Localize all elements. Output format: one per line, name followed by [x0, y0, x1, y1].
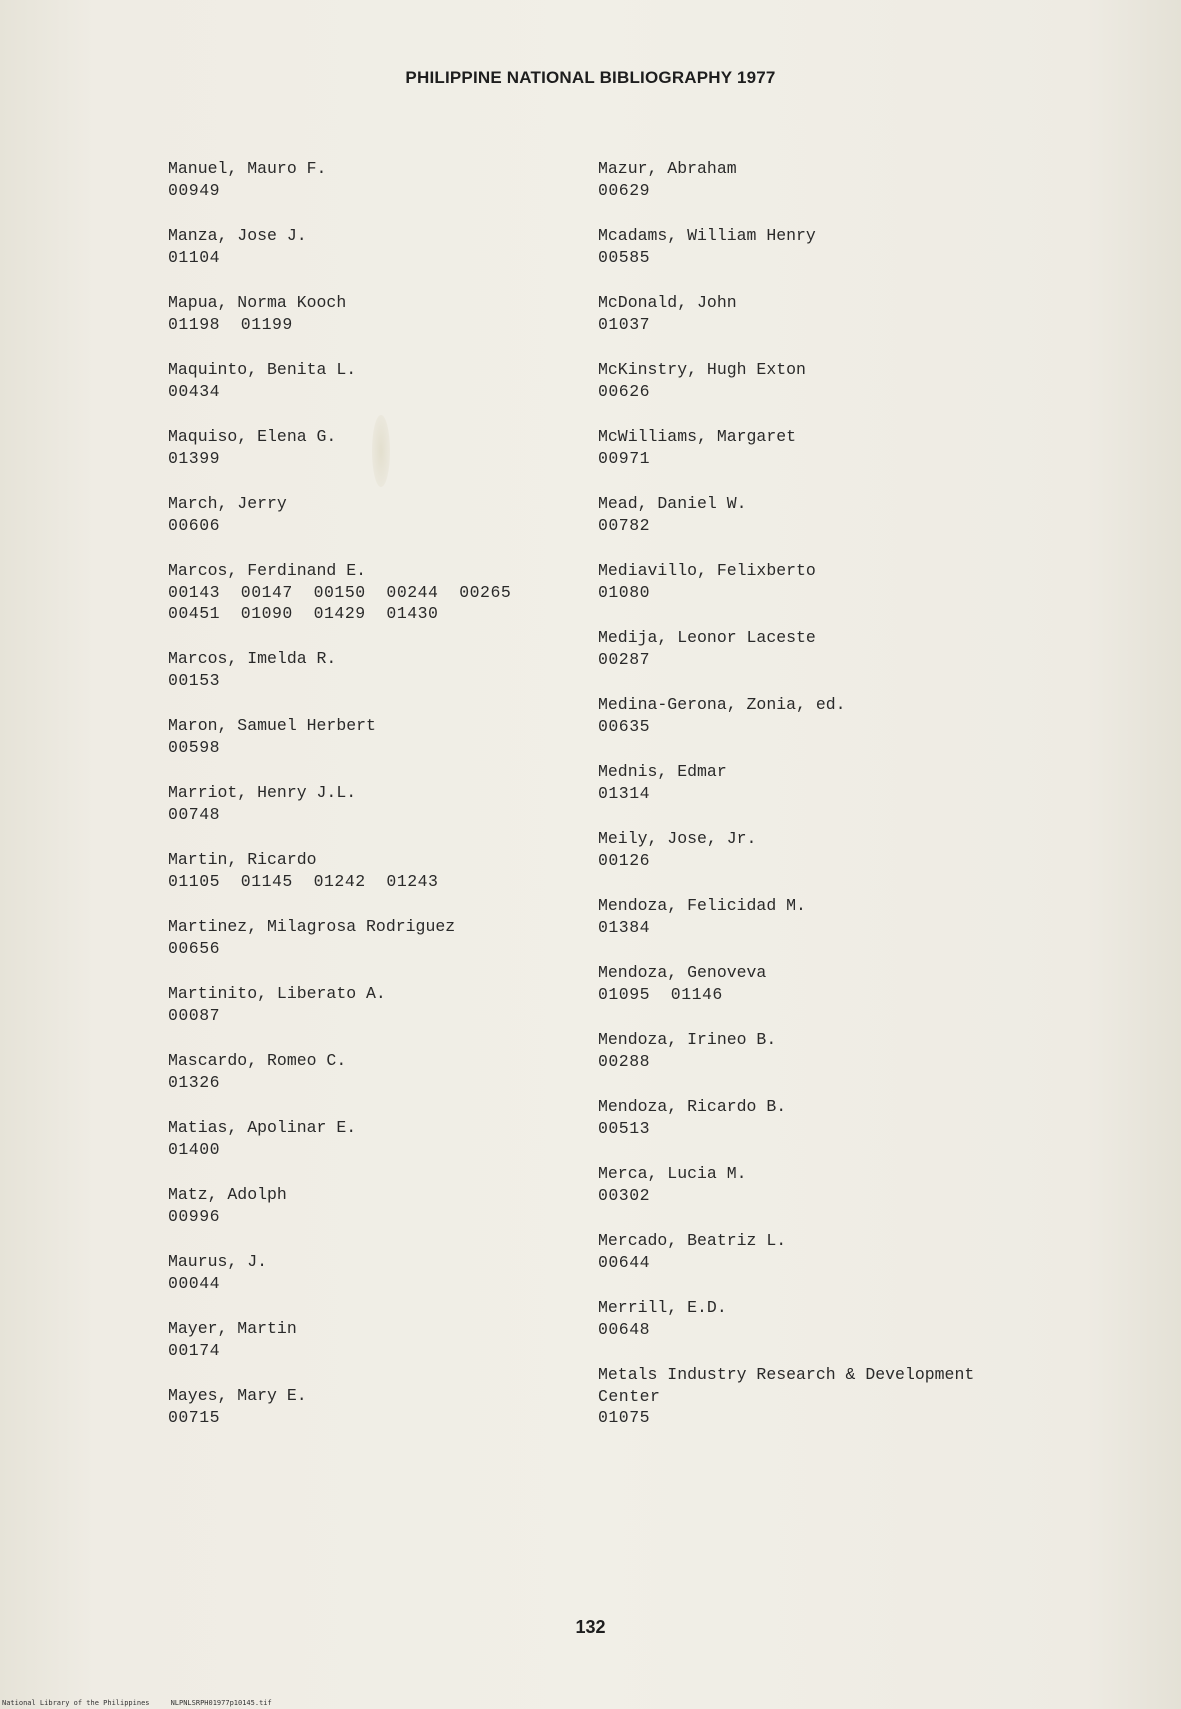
index-entry: [598, 828, 974, 895]
entry-numbers: 00451 01090 01429 01430: [168, 604, 439, 623]
index-entry: [168, 493, 511, 560]
entry-name: Martinito, Liberato A.: [168, 984, 386, 1003]
entry-name: Mendoza, Ricardo B.: [598, 1097, 787, 1116]
entry-numbers: 00949: [168, 180, 221, 200]
entry-numbers: 00143 00147 00150 00244 00265: [168, 582, 512, 602]
entry-name: Metals Industry Research & Development: [598, 1365, 975, 1384]
index-entry: [168, 1318, 511, 1385]
index-entry: [598, 292, 974, 359]
index-entry: [598, 560, 974, 627]
entry-name: McKinstry, Hugh Exton: [598, 360, 806, 379]
entry-numbers: 00087: [168, 1005, 221, 1025]
index-entry: [168, 1385, 511, 1452]
entry-name: Merrill, E.D.: [598, 1298, 727, 1317]
entry-name: Manza, Jose J.: [168, 226, 307, 245]
entry-numbers: 00748: [168, 804, 221, 824]
entry-name: Mendoza, Irineo B.: [598, 1030, 777, 1049]
index-entry: [598, 895, 974, 962]
entry-numbers: 01105 01145 01242 01243: [168, 871, 439, 891]
index-entry: [168, 225, 511, 292]
entry-name: Matias, Apolinar E.: [168, 1118, 357, 1137]
index-entry: [168, 849, 511, 916]
index-entry: [598, 627, 974, 694]
index-entry: [598, 1029, 974, 1096]
index-entry: [168, 1117, 511, 1184]
entry-numbers: 00648: [598, 1319, 651, 1339]
entry-numbers: Center: [598, 1386, 661, 1406]
entry-numbers: 01314: [598, 783, 651, 803]
index-entry: [168, 983, 511, 1050]
entry-name: Mascardo, Romeo C.: [168, 1051, 347, 1070]
entry-numbers: 01400: [168, 1139, 221, 1159]
entry-name: Maurus, J.: [168, 1252, 268, 1271]
page-number: 132: [575, 1617, 606, 1637]
entry-name: Medija, Leonor Laceste: [598, 628, 816, 647]
index-entry: [598, 1364, 974, 1452]
entry-numbers: 00585: [598, 247, 651, 267]
entry-name: Martinez, Milagrosa Rodriguez: [168, 917, 456, 936]
entry-numbers: 00782: [598, 515, 651, 535]
entry-numbers: 01326: [168, 1072, 221, 1092]
index-entry: [598, 225, 974, 292]
entry-name: Mendoza, Felicidad M.: [598, 896, 806, 915]
entry-name: Mead, Daniel W.: [598, 494, 747, 513]
entry-numbers: 01399: [168, 448, 221, 468]
entry-name: Maquinto, Benita L.: [168, 360, 357, 379]
entry-name: Marcos, Imelda R.: [168, 649, 337, 668]
entry-name: March, Jerry: [168, 494, 287, 513]
index-entry: [598, 1096, 974, 1163]
entry-name: Mapua, Norma Kooch: [168, 293, 347, 312]
index-entry: [168, 158, 511, 225]
index-entry: [168, 715, 511, 782]
entry-name: Medina-Gerona, Zonia, ed.: [598, 695, 846, 714]
entry-numbers: 00606: [168, 515, 221, 535]
entry-numbers: 00126: [598, 850, 651, 870]
page-title: PHILIPPINE NATIONAL BIBLIOGRAPHY 1977: [405, 68, 776, 87]
entry-numbers: 01095 01146: [598, 984, 723, 1004]
entry-numbers: 01198 01199: [168, 314, 293, 334]
entry-numbers: 00629: [598, 180, 651, 200]
index-entry: [168, 1184, 511, 1251]
index-entry: [598, 761, 974, 828]
entry-numbers: 00626: [598, 381, 651, 401]
entry-name: Mazur, Abraham: [598, 159, 737, 178]
index-entry: [598, 1163, 974, 1230]
entry-numbers: 00644: [598, 1252, 651, 1272]
entry-name: Matz, Adolph: [168, 1185, 287, 1204]
entry-name: McWilliams, Margaret: [598, 427, 797, 446]
entry-numbers: 00434: [168, 381, 221, 401]
entry-numbers: 00996: [168, 1206, 221, 1226]
entry-name: Mediavillo, Felixberto: [598, 561, 816, 580]
entry-numbers: 01384: [598, 917, 651, 937]
entry-numbers: 01104: [168, 247, 221, 267]
entry-name: Mayer, Martin: [168, 1319, 297, 1338]
entry-numbers: 01075: [598, 1408, 651, 1427]
entry-name: Maquiso, Elena G.: [168, 427, 337, 446]
index-entry: [168, 560, 511, 648]
entry-name: Martin, Ricardo: [168, 850, 317, 869]
entry-numbers: 01037: [598, 314, 651, 334]
index-entry: [598, 694, 974, 761]
entry-name: Mendoza, Genoveva: [598, 963, 767, 982]
entry-numbers: 00287: [598, 649, 651, 669]
entry-numbers: 00044: [168, 1273, 221, 1293]
index-entry: [598, 493, 974, 560]
index-entry: [168, 648, 511, 715]
index-entry: [598, 962, 974, 1029]
entry-name: Marriot, Henry J.L.: [168, 783, 357, 802]
index-entry: [168, 359, 511, 426]
entry-numbers: 01080: [598, 582, 651, 602]
entry-numbers: 00635: [598, 716, 651, 736]
entry-name: Marcos, Ferdinand E.: [168, 561, 367, 580]
index-entry: [598, 426, 974, 493]
index-entry: [168, 426, 511, 493]
index-entry: [168, 292, 511, 359]
entry-name: Meily, Jose, Jr.: [598, 829, 757, 848]
entry-name: Mayes, Mary E.: [168, 1386, 307, 1405]
index-entry: [598, 359, 974, 426]
entry-numbers: 00513: [598, 1118, 651, 1138]
index-entry: [598, 1230, 974, 1297]
index-entry: [168, 1251, 511, 1318]
entry-numbers: 00302: [598, 1185, 651, 1205]
entry-name: Mercado, Beatriz L.: [598, 1231, 787, 1250]
entry-name: McDonald, John: [598, 293, 737, 312]
index-entry: [598, 158, 974, 225]
entry-name: Manuel, Mauro F.: [168, 159, 327, 178]
index-entry: [168, 782, 511, 849]
entry-numbers: 00715: [168, 1407, 221, 1427]
entry-numbers: 00288: [598, 1051, 651, 1071]
scan-source-label: National Library of the Philippines NLPNLSRPH01977p10145.tif: [2, 1699, 272, 1707]
entry-name: Mednis, Edmar: [598, 762, 727, 781]
entry-name: Mcadams, William Henry: [598, 226, 816, 245]
index-entry: [168, 916, 511, 983]
right-column: [598, 158, 974, 1452]
index-entry: [598, 1297, 974, 1364]
entry-name: Maron, Samuel Herbert: [168, 716, 376, 735]
entry-numbers: 00656: [168, 938, 221, 958]
left-column: [168, 158, 511, 1452]
entry-numbers: 00153: [168, 670, 221, 690]
index-entry: [168, 1050, 511, 1117]
entry-numbers: 00598: [168, 737, 221, 757]
entry-numbers: 00174: [168, 1340, 221, 1360]
entry-numbers: 00971: [598, 448, 651, 468]
entry-name: Merca, Lucia M.: [598, 1164, 747, 1183]
